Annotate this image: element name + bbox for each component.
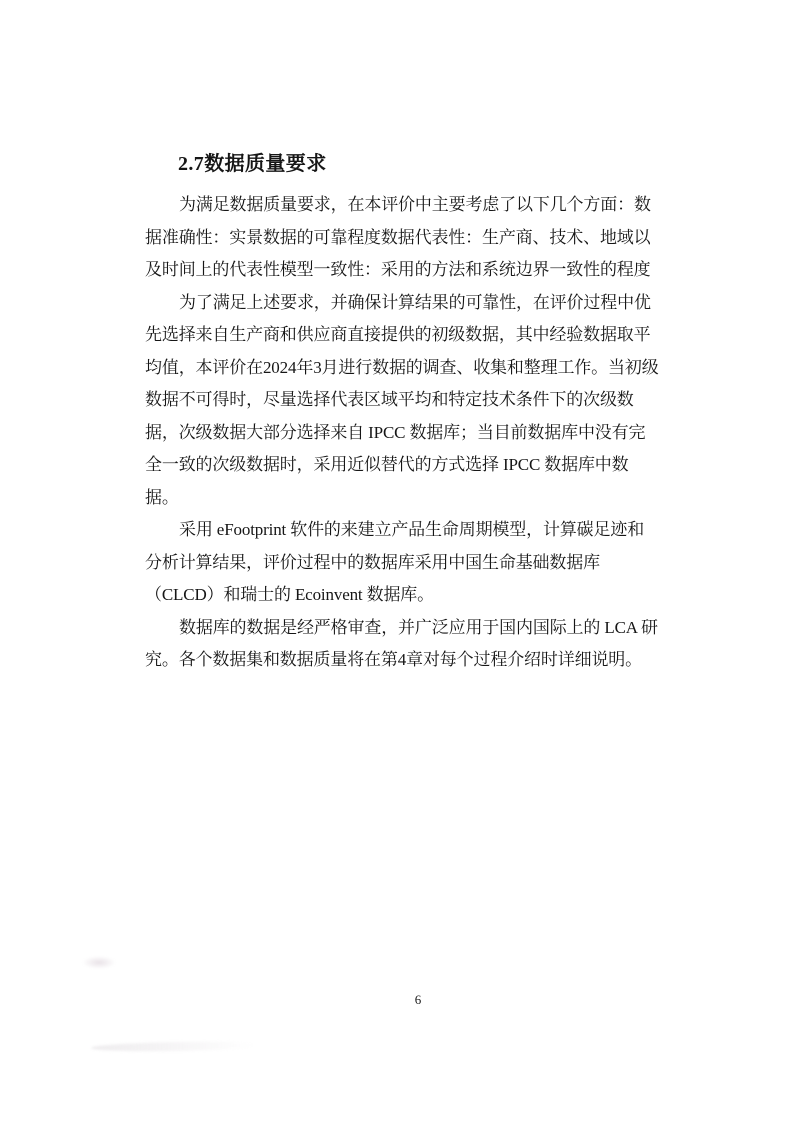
paragraph xyxy=(145,189,652,287)
text-line: 据。 xyxy=(145,487,179,507)
text-line: 数据不可得时，尽量选择代表区域平均和特定技术条件下的次级数 xyxy=(145,390,634,409)
text-line: 为满足数据质量要求，在本评价中主要考虑了以下几个方面：数 xyxy=(179,195,651,214)
text-line: 为了满足上述要求，并确保计算结果的可靠性，在评价过程中优 xyxy=(179,292,651,312)
text-line: 先选择来自生产商和供应商直接提供的初级数据，其中经验数据取平 xyxy=(145,325,651,344)
text-line: 据，次级数据大部分选择来自 IPCC 数据库；当目前数据库中没有完 xyxy=(145,422,646,442)
text-line: 采用 eFootprint 软件的来建立产品生命周期模型，计算碳足迹和 xyxy=(179,520,645,539)
text-line: 数据库的数据是经严格审查，并广泛应用于国内国际上的 LCA 研 xyxy=(179,617,658,637)
section-heading: 2.7数据质量要求 xyxy=(178,153,327,175)
paragraph xyxy=(145,287,659,515)
scan-smudge-streak xyxy=(91,1041,261,1053)
scan-smudge-spot xyxy=(82,956,116,969)
text-line: 据准确性：实景数据的可靠程度数据代表性：生产商、技术、地域以 xyxy=(145,227,651,247)
text-line: 均值，本评价在2024年3月进行数据的调查、收集和整理工作。当初级 xyxy=(145,357,659,377)
paragraph xyxy=(145,514,652,612)
paragraph xyxy=(145,612,658,677)
text-line: （CLCD）和瑞士的 Ecoinvent 数据库。 xyxy=(145,585,435,604)
text-line: 全一致的次级数据时，采用近似替代的方式选择 IPCC 数据库中数 xyxy=(145,455,629,474)
text-column xyxy=(145,149,659,677)
text-line: 及时间上的代表性模型一致性：采用的方法和系统边界一致性的程度 xyxy=(145,260,651,279)
page-number: 6 xyxy=(414,992,422,1007)
text-line: 分析计算结果，评价过程中的数据库采用中国生命基础数据库 xyxy=(145,552,600,572)
text-line: 究。各个数据集和数据质量将在第4章对每个过程介绍时详细说明。 xyxy=(145,650,642,669)
